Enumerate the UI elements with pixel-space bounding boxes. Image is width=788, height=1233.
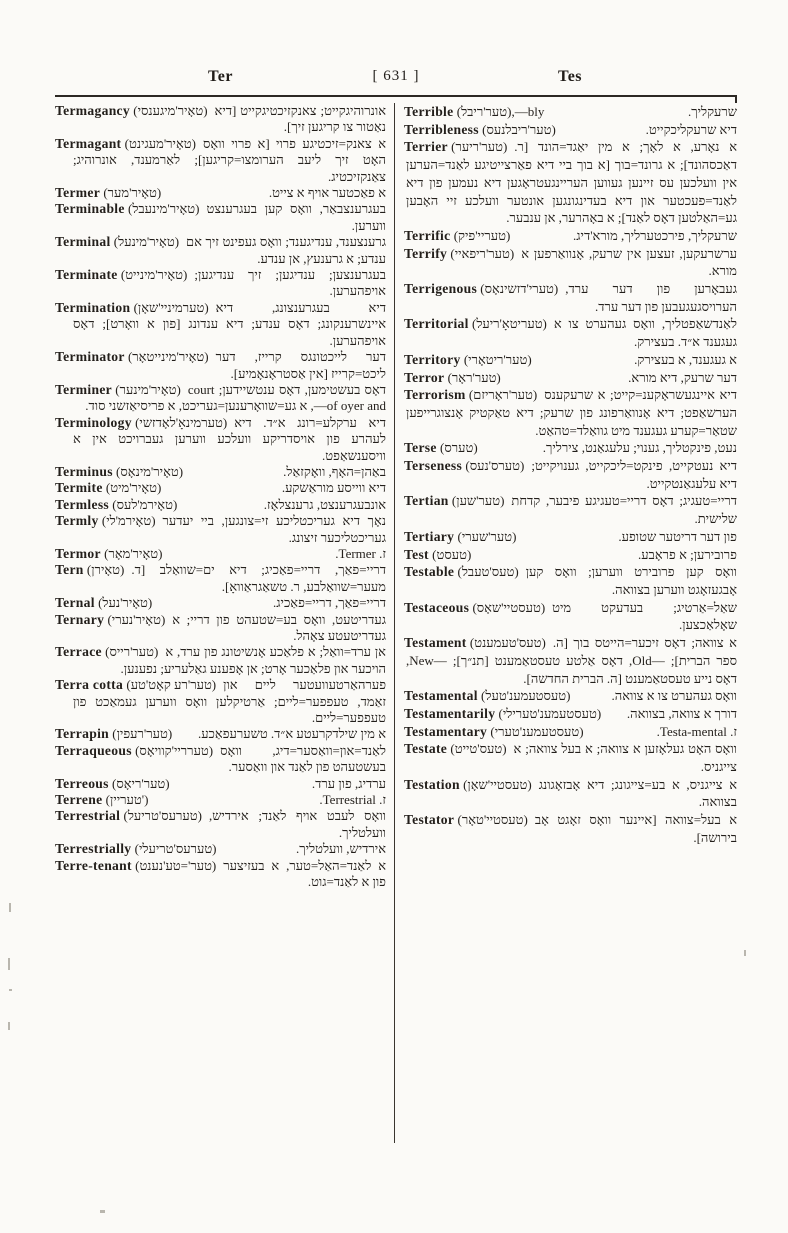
entry-headword: Termite	[55, 480, 103, 496]
entry-headword: Terrorism	[404, 387, 466, 403]
entry-pronunciation: (טערס'נעס)	[465, 458, 525, 474]
dictionary-entry	[55, 513, 386, 546]
entry-pronunciation: (טערעס'טריעלי)	[134, 841, 217, 857]
entry-headword: Terseness	[404, 458, 463, 474]
headword-group	[404, 687, 570, 705]
entry-pronunciation: (טער'=טע'נענט)	[135, 857, 217, 873]
dictionary-entry	[55, 480, 386, 496]
dictionary-entry	[404, 351, 737, 369]
entry-pronunciation: (טער'רעפין)	[112, 726, 173, 742]
entry-definition: דיא בעגרענצונג, דיא איינשרענקונג; דאָס ענדע; דיא ענדונג [פון א וואָרט]; דאָס אויפהערען.	[73, 299, 386, 348]
entry-headword: Ternary	[55, 611, 105, 627]
entry-headword: Terminator	[55, 349, 125, 365]
entry-headword: Termer	[55, 185, 101, 201]
dictionary-entry	[55, 415, 386, 464]
entry-pronunciation: (טאָיר'נערי)	[107, 611, 166, 627]
entry-definition: א נאָרע, א לאָך; א מין יאַגד=הונד [ר. דאַכסהונד]; א גרונד=בוך [א בוך ביי דיא פאַרצייטיגע לאַנד=הערען אין וועלכען עס זיינען געווען העריינגעטראָגען דיא נעמען פון דיא לאַנד=פעכטער און דיא בעדינגונגען אונטער וועלכע זיי האָבען גע=האַלטען דאָס לאַנד]; א באָהרער, אן ענבער.	[406, 139, 737, 226]
dictionary-entry	[404, 227, 737, 245]
entry-definition: א געגענד, א בעצירק.	[634, 351, 737, 367]
headword-group	[404, 245, 514, 263]
entry-pronunciation: (טעסטעמענ'טערילי)	[498, 705, 602, 721]
column-right	[404, 103, 737, 1143]
dictionary-entry	[55, 497, 386, 513]
entry-headword: Terrible	[404, 104, 454, 119]
entry-pronunciation: (טער'ראָריזם)	[468, 387, 538, 403]
entry-headword: Terrestrially	[55, 841, 132, 857]
entry-pronunciation: (טאָירמ'לעס)	[112, 496, 178, 512]
headword-group	[55, 300, 209, 316]
dictionary-entry	[404, 369, 737, 387]
entry-definition: וואָס געהערט צו א צוואה.	[611, 688, 737, 704]
entry-definition: א פאַכטער אויף א צייט.	[268, 185, 386, 201]
entry-headword: Territory	[404, 351, 461, 367]
dictionary-entry	[404, 315, 737, 350]
headword-group	[404, 563, 519, 581]
entry-definition: דער שרעק, דיא מורא.	[628, 369, 737, 385]
entry-pronunciation: (טאָיר'מינעבל)	[127, 201, 200, 217]
entry-headword: Terrific	[404, 227, 451, 243]
entry-definition: א בעל=צוואה [איינער וואָס זאָגט אָב בירושה].	[534, 812, 737, 845]
entry-headword: Termly	[55, 513, 99, 529]
column-left	[55, 103, 386, 1143]
entry-headword: Terrene	[55, 792, 103, 808]
headword-group	[55, 546, 162, 562]
headword-group	[404, 599, 545, 617]
entry-pronunciation: (טעריין')	[105, 792, 149, 808]
entry-headword: Terminate	[55, 267, 118, 283]
dictionary-entry	[55, 382, 386, 415]
entry-definition: בעגרענצען; ענדיגען; זיך ענדיגען; אויפהערען.	[194, 267, 386, 299]
entry-definition: דיא שרעקליכקייט.	[645, 121, 737, 137]
headword-group	[404, 740, 507, 758]
entry-definition: ערשרעקען, זעצען אין שרעק, אָנוואַרפען א מורא.	[521, 245, 737, 279]
headword-group	[55, 136, 196, 152]
entry-headword: Termagant	[55, 135, 122, 151]
headword-group	[404, 439, 478, 457]
dictionary-entry	[55, 726, 386, 742]
entry-headword: Terrapin	[55, 726, 110, 742]
entry-pronunciation: (טער'שען)	[451, 493, 505, 509]
entry-pronunciation: (טער'ריבלנעס)	[482, 121, 556, 137]
entry-definition: דיא ווייסע מוראַשקע.	[281, 480, 386, 496]
entry-pronunciation: (טאָיר'מינייט)	[120, 267, 188, 283]
headword-group	[404, 138, 507, 156]
entry-pronunciation: (טעס'טעבל)	[457, 564, 519, 580]
entry-pronunciation: (טאָיר'מינער)	[115, 381, 181, 397]
headword-group	[55, 612, 165, 628]
column-divider	[394, 103, 395, 1143]
dictionary-entry	[55, 743, 386, 776]
headword-group	[55, 201, 200, 217]
headword-group	[55, 677, 216, 693]
headword-group	[404, 546, 471, 564]
dictionary-entry	[55, 464, 386, 480]
headword-group	[55, 562, 124, 578]
entry-headword: Tertian	[404, 493, 449, 509]
entry-pronunciation: (טאָיר'מינעל)	[113, 234, 180, 250]
scan-artifact	[100, 1210, 105, 1213]
dictionary-entry	[55, 546, 386, 562]
entry-definition: נעט, פינקטליך, גענוי; עלעגאַנט, צירליך.	[542, 440, 737, 456]
scan-artifact	[9, 989, 12, 991]
entry-headword: Terribleness	[404, 121, 479, 137]
entry-pronunciation: (טער'ריאָס)	[112, 775, 170, 791]
headword-group	[55, 349, 209, 365]
entry-definition: דאָס בעשטימען, דאָס ענטשיידען; court of oyer and—, א גע=שוואָרענען=געריכט, א פריסיאַזשני סוד.	[85, 381, 386, 414]
entry-definition: דריי=טעגיג; דאָס דריי=טעגיגע פיבער, קדחת שלישית.	[511, 493, 737, 527]
headword-group	[55, 776, 170, 792]
entry-pronunciation: (טעסט)	[432, 546, 472, 562]
headword-group	[55, 267, 187, 283]
entry-definition: וואָס האָט געלאָזען א צוואה; א בעל צוואה; א צייגניס.	[513, 741, 737, 775]
scan-artifact	[744, 950, 746, 956]
dictionary-entry	[55, 644, 386, 677]
dictionary-entry	[404, 740, 737, 775]
entry-pronunciation: (טאָיר'מינייטאָר)	[127, 349, 209, 365]
entry-headword: Testamental	[404, 688, 478, 704]
entry-pronunciation: (טערמיניי'שאָן)	[133, 299, 209, 315]
headword-group	[404, 723, 584, 741]
entry-headword: Testamentary	[404, 723, 488, 739]
entry-headword: Testamentarily	[404, 705, 496, 721]
entry-pronunciation: (טער'רע קאָט'טע)	[126, 677, 217, 693]
entry-headword: Ternal	[55, 595, 95, 611]
headword-group	[55, 644, 158, 660]
dictionary-entry	[55, 776, 386, 792]
entry-pronunciation: (טאָיר'מינאָס)	[116, 463, 184, 479]
entry-headword: Terrigenous	[404, 281, 478, 297]
dictionary-entry	[55, 858, 386, 891]
dictionary-entry	[404, 563, 737, 598]
entry-pronunciation: (טעריטאָ'ריעל)	[471, 316, 547, 332]
header-rule	[55, 95, 737, 97]
entry-definition: נאָך דיא געריכטליכע זי=צונגען, ביי יעדער געריכטליכער זיצונג.	[162, 513, 386, 545]
guide-word-left: Ter	[208, 68, 233, 85]
headword-group	[404, 634, 546, 652]
entry-pronunciation: (טעסטיי'שאָס)	[472, 599, 546, 615]
columns	[55, 103, 737, 1143]
entry-definition: לאַנדשאַפטליך, וואָס געהערט צו א געגענד א״ד. בעצירק.	[553, 316, 737, 350]
entry-definition: א מין שילדקרעטע א״ד. טשערעפאַכע.	[197, 726, 386, 742]
entry-definition: בעגרענצבאַר, וואָס קען בעגרענצט ווערען.	[206, 201, 386, 233]
dictionary-entry	[404, 599, 737, 634]
dictionary-entry	[404, 723, 737, 741]
dictionary-entry	[55, 677, 386, 726]
dictionary-entry	[55, 103, 386, 136]
entry-definition: לאַנד=און=וואַסער=דיג, וואָס בעשטעהט פון לאַנד און וואַסער.	[220, 742, 386, 775]
entry-pronunciation: (טער'ריער)	[451, 139, 508, 155]
entry-headword: Terrestrial	[55, 808, 121, 824]
entry-pronunciation: (טעסטיי'טאָר)	[457, 812, 528, 828]
entry-definition: שאַל=אַרטיג; בעדעקט מיט שאָלאַכצען.	[552, 599, 737, 633]
entry-definition: וואָס לעבט אויף לאַנד; אירדיש, וועלטליך.	[208, 808, 386, 840]
entry-pronunciation: (טאָיר'מיגענסי)	[133, 103, 208, 118]
entry-headword: Terror	[404, 369, 445, 385]
dictionary-entry	[55, 612, 386, 645]
entry-pronunciation: (טאָיר'מעגינט)	[124, 135, 196, 151]
entry-headword: Terminer	[55, 381, 113, 397]
headword-group	[55, 464, 183, 480]
entry-pronunciation: (טעסטעמענ'טערי)	[490, 723, 584, 739]
entry-definition: אן ערד=וואַל; א פלאַכע אָנשיטונג פון ערד, א הויכער און פלאַכער אָרט; אן אָפענע גאַלעריע; נפענען.	[120, 644, 386, 676]
entry-headword: Terminus	[55, 463, 113, 479]
entry-pronunciation: (טערס)	[439, 440, 478, 456]
entry-definition: א לאַנד=האַל=טער, א בעזיצער פון א לאַנד=גוט.	[223, 857, 386, 890]
headword-group	[55, 726, 172, 742]
entry-definition: אונבעגרענצט, גרענצלאָז.	[263, 496, 386, 512]
entry-pronunciation: (טער'ראָר)	[447, 369, 501, 385]
entry-headword: Testaceous	[404, 599, 470, 615]
entry-headword: Tertiary	[404, 528, 455, 544]
entry-definition: דיא איינגעשראָקענ=קייט; א שרעקענס הערשאַפט; דיא אָנוואַרפונג פון שרעק; דיא טאַקטיק אָנצוגרייפען שטאַר=קערע געגענד מיט גוואַלד=טהאַט.	[406, 387, 737, 438]
headword-group	[404, 776, 532, 794]
entry-headword: Testator	[404, 812, 455, 828]
entry-pronunciation: (טער'רייס)	[105, 644, 159, 660]
guide-word-right: Tes	[557, 68, 583, 85]
entry-headword: Testate	[404, 741, 448, 757]
entry-pronunciation: (טאָיר'מאָר)	[104, 545, 163, 561]
dictionary-entry	[55, 595, 386, 611]
headword-group	[404, 121, 556, 139]
headword-group	[55, 234, 179, 250]
dictionary-entry	[55, 792, 386, 808]
entry-headword: Terse	[404, 440, 437, 456]
entry-definition: וואָס קען פרובירט ווערען; וואָס קען אָבגעזאָגט ווערען בצוואה.	[525, 564, 737, 597]
entry-headword: Terminal	[55, 234, 111, 250]
entry-headword: Terra cotta	[55, 677, 124, 693]
headword-group	[55, 185, 161, 201]
entry-headword: Terminology	[55, 414, 132, 430]
dictionary-entry	[55, 300, 386, 349]
entry-headword: Testament	[404, 635, 467, 651]
headword-group	[404, 386, 537, 404]
entry-definition: ז. Termer.	[335, 545, 386, 561]
dictionary-entry	[55, 562, 386, 595]
headword-group	[404, 811, 528, 829]
entry-headword: Terrace	[55, 644, 102, 660]
entry-definition: גרענצענד, ענדיגענד; וואָס געפינט זיך אם ענדע; א גרענעץ, אן ענדע.	[186, 234, 386, 266]
entry-pronunciation: (טער'ריבל),—bly	[456, 104, 545, 119]
scan-artifact	[8, 958, 10, 970]
entry-pronunciation: (טאָירמ'לי)	[101, 513, 156, 529]
entry-definition: א צאנק=זיכטיגע פרוי [א פרוי וואָס האָט זיך ליעב הערומצו=קריגען]; לאַרמענד, אונרוהיג; צאַנקזיכטיג.	[73, 135, 386, 184]
entry-definition: א צוואה; דאָס זיכער=הייטס בוך [ה. ספר הברית]; —Old, דאָס אַלטע טעסטאַמענט [תנ״ך]; —New, דאָס נייע טעסטאַמענט [ה. הברית החדשה].	[406, 635, 737, 686]
headword-group	[55, 595, 152, 611]
entry-headword: Termor	[55, 545, 101, 561]
entry-headword: Testation	[404, 776, 460, 792]
headword-group	[55, 480, 161, 496]
headword-group	[55, 382, 181, 398]
headword-group	[55, 841, 217, 857]
entry-headword: Terraqueous	[55, 742, 132, 758]
scan-artifact	[9, 903, 11, 912]
dictionary-entry	[55, 234, 386, 267]
entry-pronunciation: (טאָיר'מיט)	[105, 480, 162, 496]
headword-group	[55, 743, 213, 759]
dictionary-entry	[55, 841, 386, 857]
entry-headword: Testable	[404, 564, 455, 580]
dictionary-entry	[404, 138, 737, 227]
entry-pronunciation: (טאָיר'נעל)	[98, 595, 153, 611]
entry-headword: Tern	[55, 562, 84, 578]
entry-definition: געדריטעט, וואָס בע=שטעהט פון דריי; א געדריטעטע צאָהל.	[172, 611, 386, 643]
headword-group	[404, 227, 510, 245]
entry-pronunciation: (טעריי'פיק)	[453, 227, 511, 243]
headword-group	[55, 808, 202, 824]
entry-definition: דיא ערקלע=רונג א״ד. דיא לעהרע פון אויסדריקע וועלכע ווערען געברויכט אין א וויסענשאַפט.	[73, 414, 386, 463]
entry-pronunciation: (טעסטיי'שאָן)	[463, 776, 532, 792]
dictionary-entry	[404, 528, 737, 546]
entry-pronunciation: (טערריי'קוויאָס)	[135, 742, 214, 758]
headword-group	[404, 492, 504, 510]
dictionary-entry	[55, 267, 386, 300]
entry-headword: Terreous	[55, 775, 109, 791]
entry-definition: א צייגניס, א בע=צייגונג; דיא אָבזאָגונג בצוואה.	[538, 776, 737, 810]
dictionary-entry	[55, 201, 386, 234]
entry-pronunciation: (טער'ריטאָרי)	[463, 351, 532, 367]
headword-group	[404, 351, 532, 369]
entry-headword: Termless	[55, 496, 109, 512]
entry-headword: Terminable	[55, 201, 125, 217]
dictionary-entry	[404, 457, 737, 492]
headword-group	[55, 103, 208, 119]
entry-pronunciation: (טאָירן)	[86, 562, 125, 578]
headword-group	[55, 792, 148, 808]
headword-group	[404, 528, 516, 546]
dictionary-entry	[404, 811, 737, 846]
entry-pronunciation: (טערעס'טריעל)	[123, 808, 202, 824]
dictionary-entry	[404, 103, 737, 121]
entry-definition: פון דער דריטער שטופע.	[618, 528, 737, 544]
entry-pronunciation: (טעסטעמענ'טעל)	[481, 688, 571, 704]
dictionary-entry	[404, 245, 737, 280]
headword-group	[55, 858, 216, 874]
entry-definition: דורך א צוואה, בצוואה.	[626, 705, 737, 721]
entry-definition: פערהאַרטעוועטער ליים און זאַמד, טעפפער=ליים; אַרטיקלען וואָס ווערען געמאַכט פון טעפפער=ליים.	[73, 677, 386, 726]
page-number: [ 631 ]	[372, 68, 420, 84]
dictionary-entry	[404, 439, 737, 457]
scan-artifact	[8, 1022, 10, 1030]
entry-pronunciation: (טעס'טייט)	[450, 741, 507, 757]
entry-pronunciation: (טער'שערי)	[457, 528, 517, 544]
entry-definition: ז. Terrestrial.	[319, 792, 386, 808]
headword-group	[404, 369, 501, 387]
headword-group	[55, 415, 227, 431]
entry-definition: געבאָרען פון דער ערד, הערויסגעגעבען פון דער ערד.	[565, 281, 737, 314]
entry-definition: שרעקליך.	[687, 104, 737, 119]
entry-definition: פרובירען; א פראָבע.	[637, 546, 737, 562]
entry-headword: Test	[404, 546, 429, 562]
dictionary-entry	[404, 776, 737, 811]
headword-group	[404, 457, 524, 475]
dictionary-entry	[55, 349, 386, 382]
dictionary-entry	[404, 280, 737, 315]
entry-pronunciation: (טאָיר'מער)	[103, 185, 162, 201]
page-header	[0, 68, 788, 90]
dictionary-entry	[404, 546, 737, 564]
dictionary-entry	[55, 185, 386, 201]
dictionary-entry	[404, 705, 737, 723]
entry-definition: שרעקליך, פירכטערליך, מורא'דיג.	[573, 227, 737, 243]
entry-definition: ערדיג, פון ערד.	[311, 775, 386, 791]
dictionary-entry	[404, 121, 737, 139]
dictionary-entry	[55, 136, 386, 185]
dictionary-entry	[55, 808, 386, 841]
headword-group	[404, 103, 544, 121]
dictionary-entry	[404, 386, 737, 439]
entry-pronunciation: (טעס'טעמענט)	[469, 635, 546, 651]
entry-definition: אונרוהיגקייט; צאנקזיכטיגקייט [דיא נאַטור צו קריגען זיך].	[214, 103, 386, 135]
entry-headword: Termination	[55, 299, 131, 315]
headword-group	[404, 705, 601, 723]
entry-headword: Terre-tenant	[55, 857, 132, 873]
entry-definition: אירדיש, וועלטליך.	[295, 841, 386, 857]
dictionary-entry	[404, 687, 737, 705]
entry-definition: דריי=פאַך, דריי=פאַכיג.	[273, 595, 386, 611]
entry-definition: ז. Testa-mental.	[656, 723, 737, 739]
entry-headword: Termagancy	[55, 103, 130, 118]
entry-definition: דיא נעטקייט, פינקט=ליכקייט, גענויקייט; דיא עלעגאַנטקייט.	[531, 458, 737, 491]
entry-pronunciation: (טערי'דזשינאָס)	[480, 281, 559, 297]
entry-definition: דריי=פאַך, דריי=פאַכיג; דיא ים=שוואַלב [ד. מעער=שוואַלבע, ר. טשאַגראַוואָ].	[131, 562, 386, 594]
headword-group	[55, 497, 177, 513]
entry-headword: Terrify	[404, 245, 448, 261]
entry-definition: באַהן=האָף, וואָקזאַל.	[283, 463, 386, 479]
entry-pronunciation: (טערמינאָ'לאָדזשי)	[135, 414, 228, 430]
dictionary-entry	[404, 492, 737, 527]
entry-headword: Territorial	[404, 316, 469, 332]
headword-group	[55, 513, 156, 529]
headword-group	[404, 280, 558, 298]
dictionary-entry	[404, 634, 737, 687]
header-rule-tick	[735, 95, 737, 103]
entry-pronunciation: (טער'ריפאיי)	[450, 245, 515, 261]
entry-headword: Terrier	[404, 139, 448, 155]
headword-group	[404, 315, 547, 333]
entry-definition: דער לייכטונגס קרייז, דער ליכט=קרייז [אין אַסטראָנאָמיע].	[215, 349, 386, 381]
